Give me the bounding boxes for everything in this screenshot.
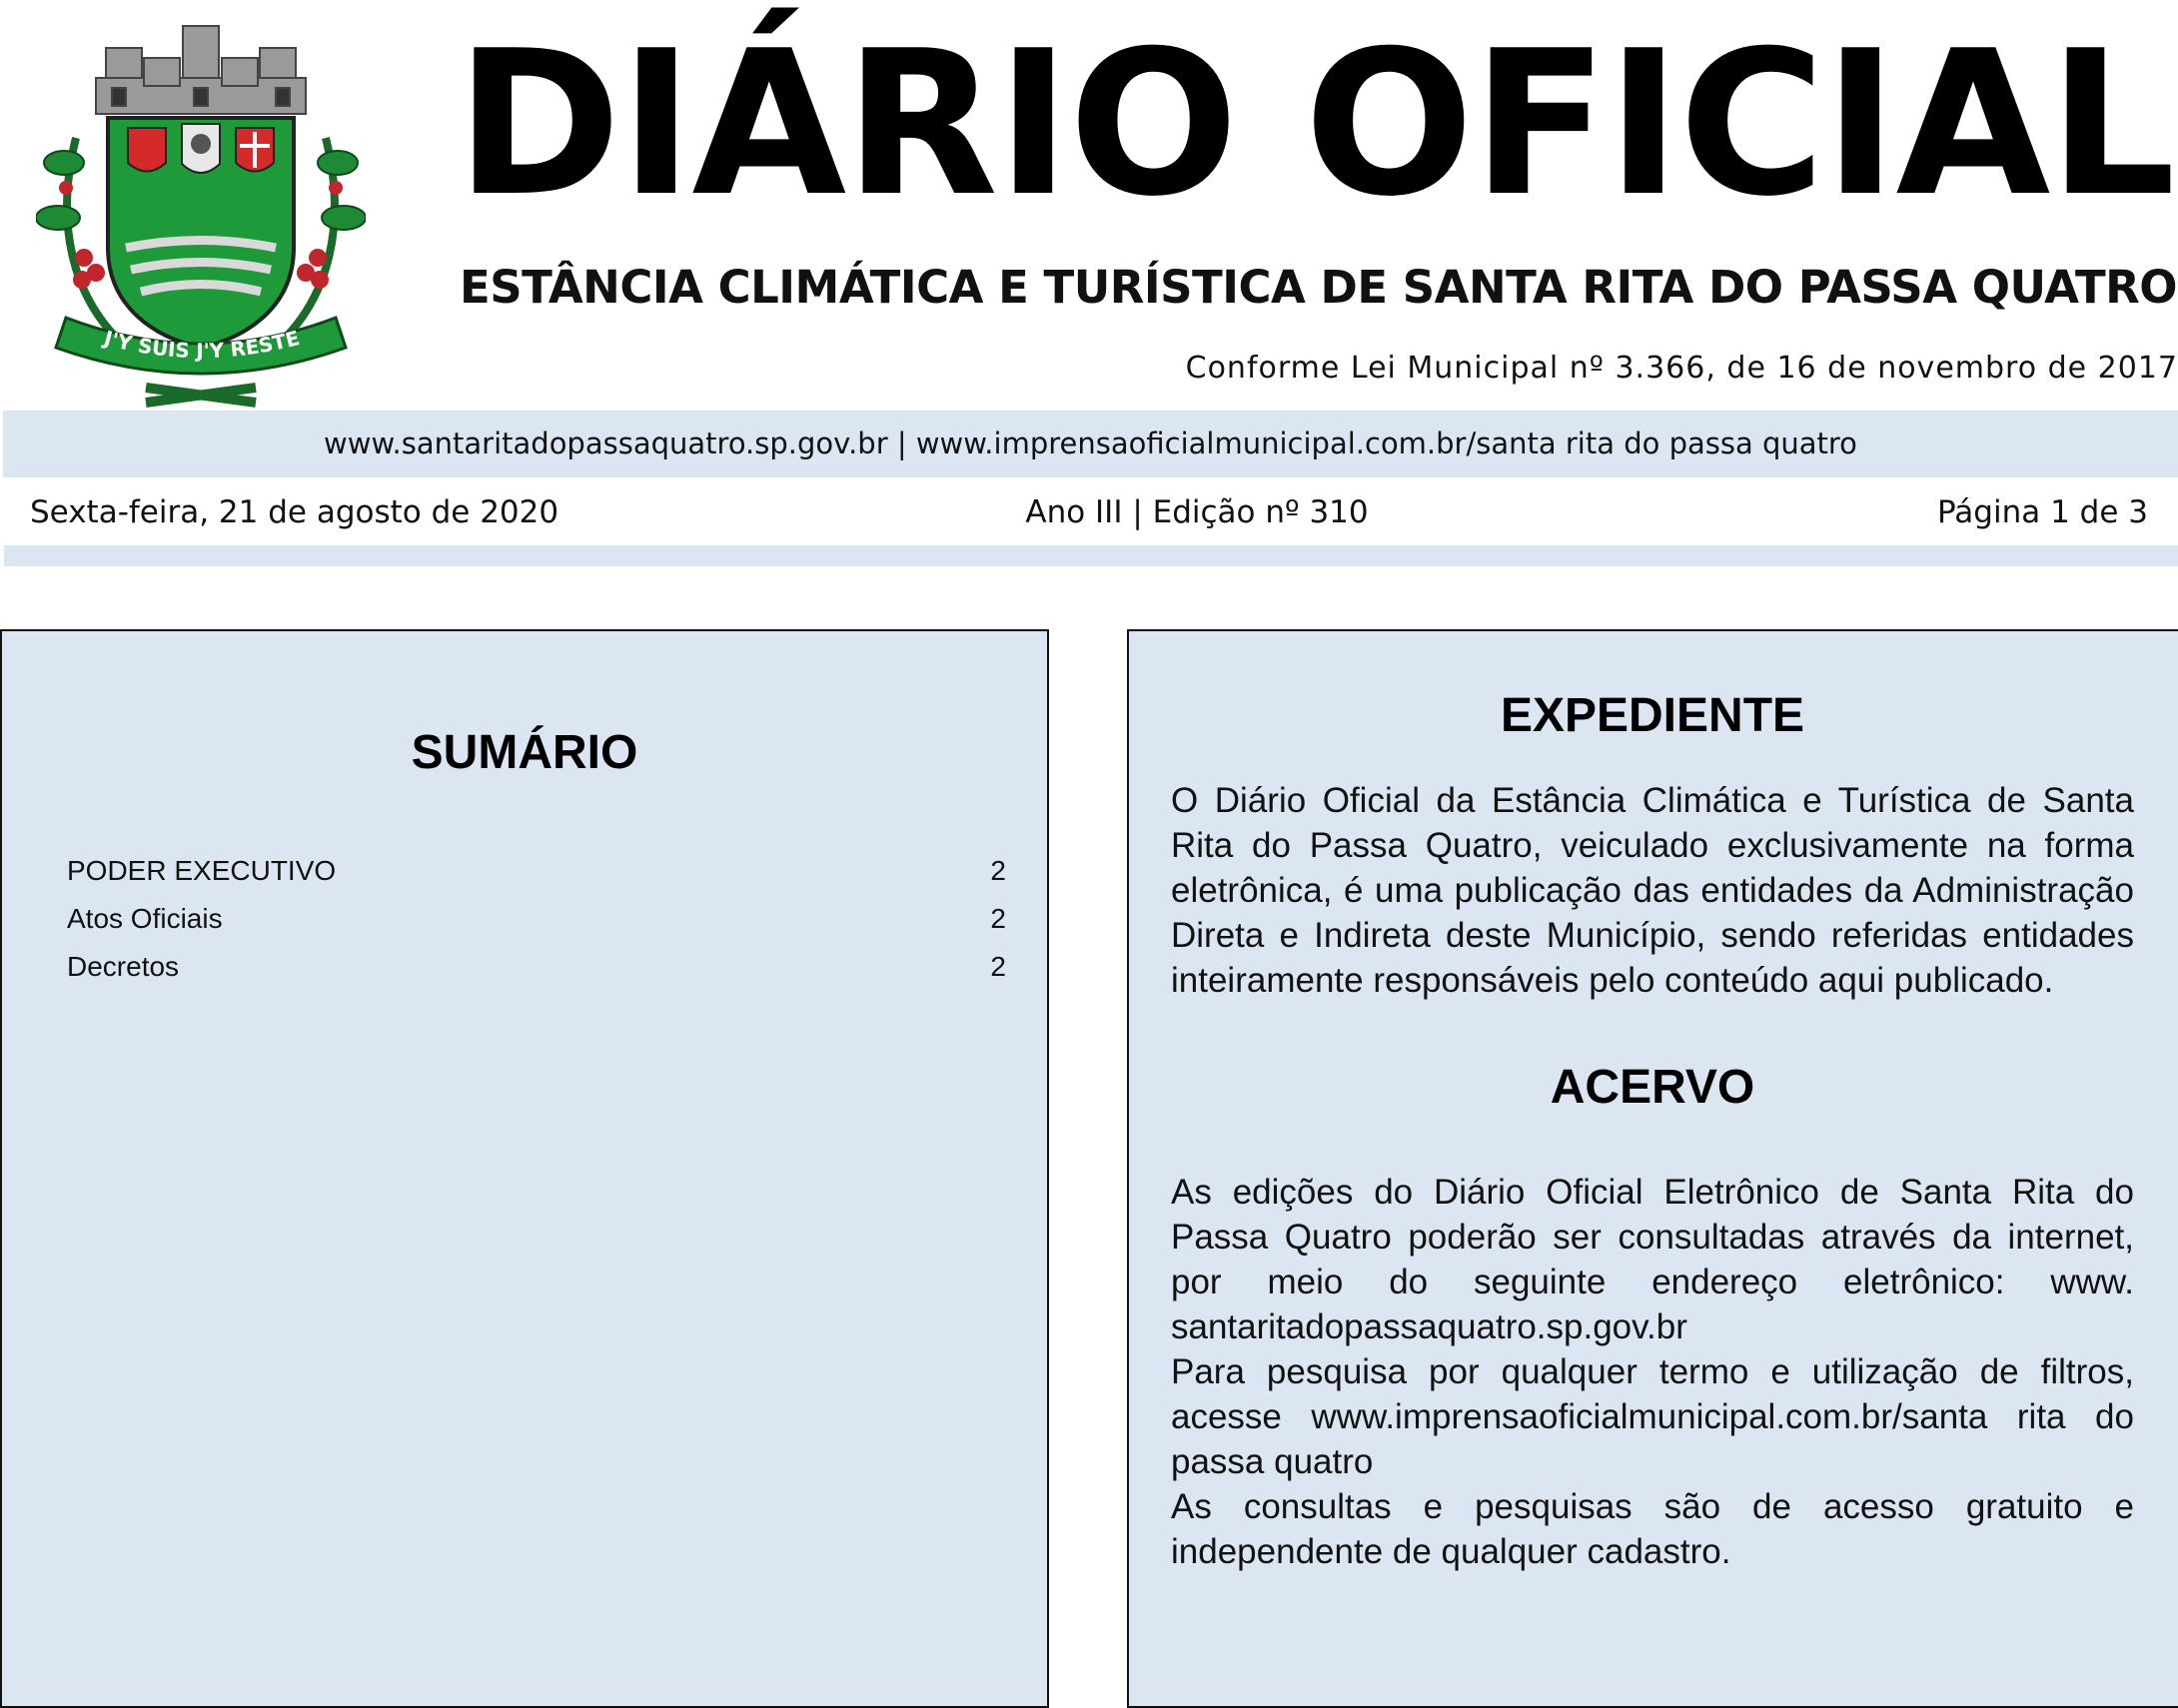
sumario-item-page: 2 [990, 903, 1006, 934]
page-indicator: Página 1 de 3 [1937, 494, 2148, 530]
sumario-item-label: Decretos [67, 951, 180, 982]
sumario-item-label: Atos Oficiais [67, 903, 223, 934]
sumario-panel [0, 629, 1049, 1708]
expediente-content [1171, 681, 2134, 1574]
edition-number: Ano III | Edição nº 310 [1025, 494, 1369, 530]
sumario-item-decretos[interactable] [67, 943, 1006, 991]
mural-crown-icon [96, 26, 306, 114]
sumario-item-page: 2 [990, 855, 1006, 886]
crest-motto-text: J'Y SUIS J'Y RESTE [101, 326, 303, 364]
acervo-text-block [1171, 1170, 2134, 1574]
masthead-title: DIÁRIO OFICIAL [456, 8, 2174, 241]
sumario-item-atos-oficiais[interactable] [67, 895, 1006, 943]
acervo-paragraph-search: Para pesquisa por qualquer termo e utilização de filtros, acesse www.imprensaoficialmunicipal.com.br/santa rita do passa quatro [1171, 1352, 2134, 1481]
sumario-list [67, 847, 1006, 991]
publication-date: Sexta-feira, 21 de agosto de 2020 [30, 494, 559, 530]
edition-info-row [0, 479, 2178, 545]
expediente-panel [1127, 629, 2178, 1708]
municipal-law-reference: Conforme Lei Municipal nº 3.366, de 16 de novembro de 2017 [1185, 351, 2178, 386]
coat-of-arms-logo [36, 18, 366, 408]
masthead-subtitle: ESTÂNCIA CLIMÁTICA E TURÍSTICA DE SANTA RITA DO PASSA QUATRO [460, 261, 2178, 314]
sumario-item-page: 2 [990, 951, 1006, 982]
expediente-title: EXPEDIENTE [1500, 689, 1805, 742]
acervo-paragraph-free-access: As consultas e pesquisas são de acesso gratuito e independente de qualquer cadastro. [1171, 1487, 2134, 1571]
expediente-text: O Diário Oficial da Estância Climática e Turística de Santa Rita do Passa Quatro, veiculado exclusivamente na forma eletrônica, é uma publicação das entidades da Administração Direta e Indireta deste Município, sendo referidas entidades inteiramente responsáveis pelo conteúdo aqui publicado. [1171, 781, 2134, 1000]
sumario-title: SUMÁRIO [411, 726, 638, 779]
sumario-item-label: PODER EXECUTIVO [67, 855, 337, 886]
header-divider [4, 545, 2178, 566]
acervo-paragraph-internet: As edições do Diário Oficial Eletrônico de Santa Rita do Passa Quatro poderão ser consultadas através da internet, por meio do seguinte endereço eletrônico: www. santaritadopassaquatro.sp.gov.br [1171, 1173, 2134, 1346]
acervo-title: ACERVO [1550, 1061, 1755, 1114]
shield-icon [108, 118, 294, 348]
website-links-bar: www.santaritadopassaquatro.sp.gov.br | www.imprensaoficialmunicipal.com.br/santa rita do passa quatro [3, 411, 2178, 477]
sumario-item-poder-executivo[interactable] [67, 847, 1006, 895]
